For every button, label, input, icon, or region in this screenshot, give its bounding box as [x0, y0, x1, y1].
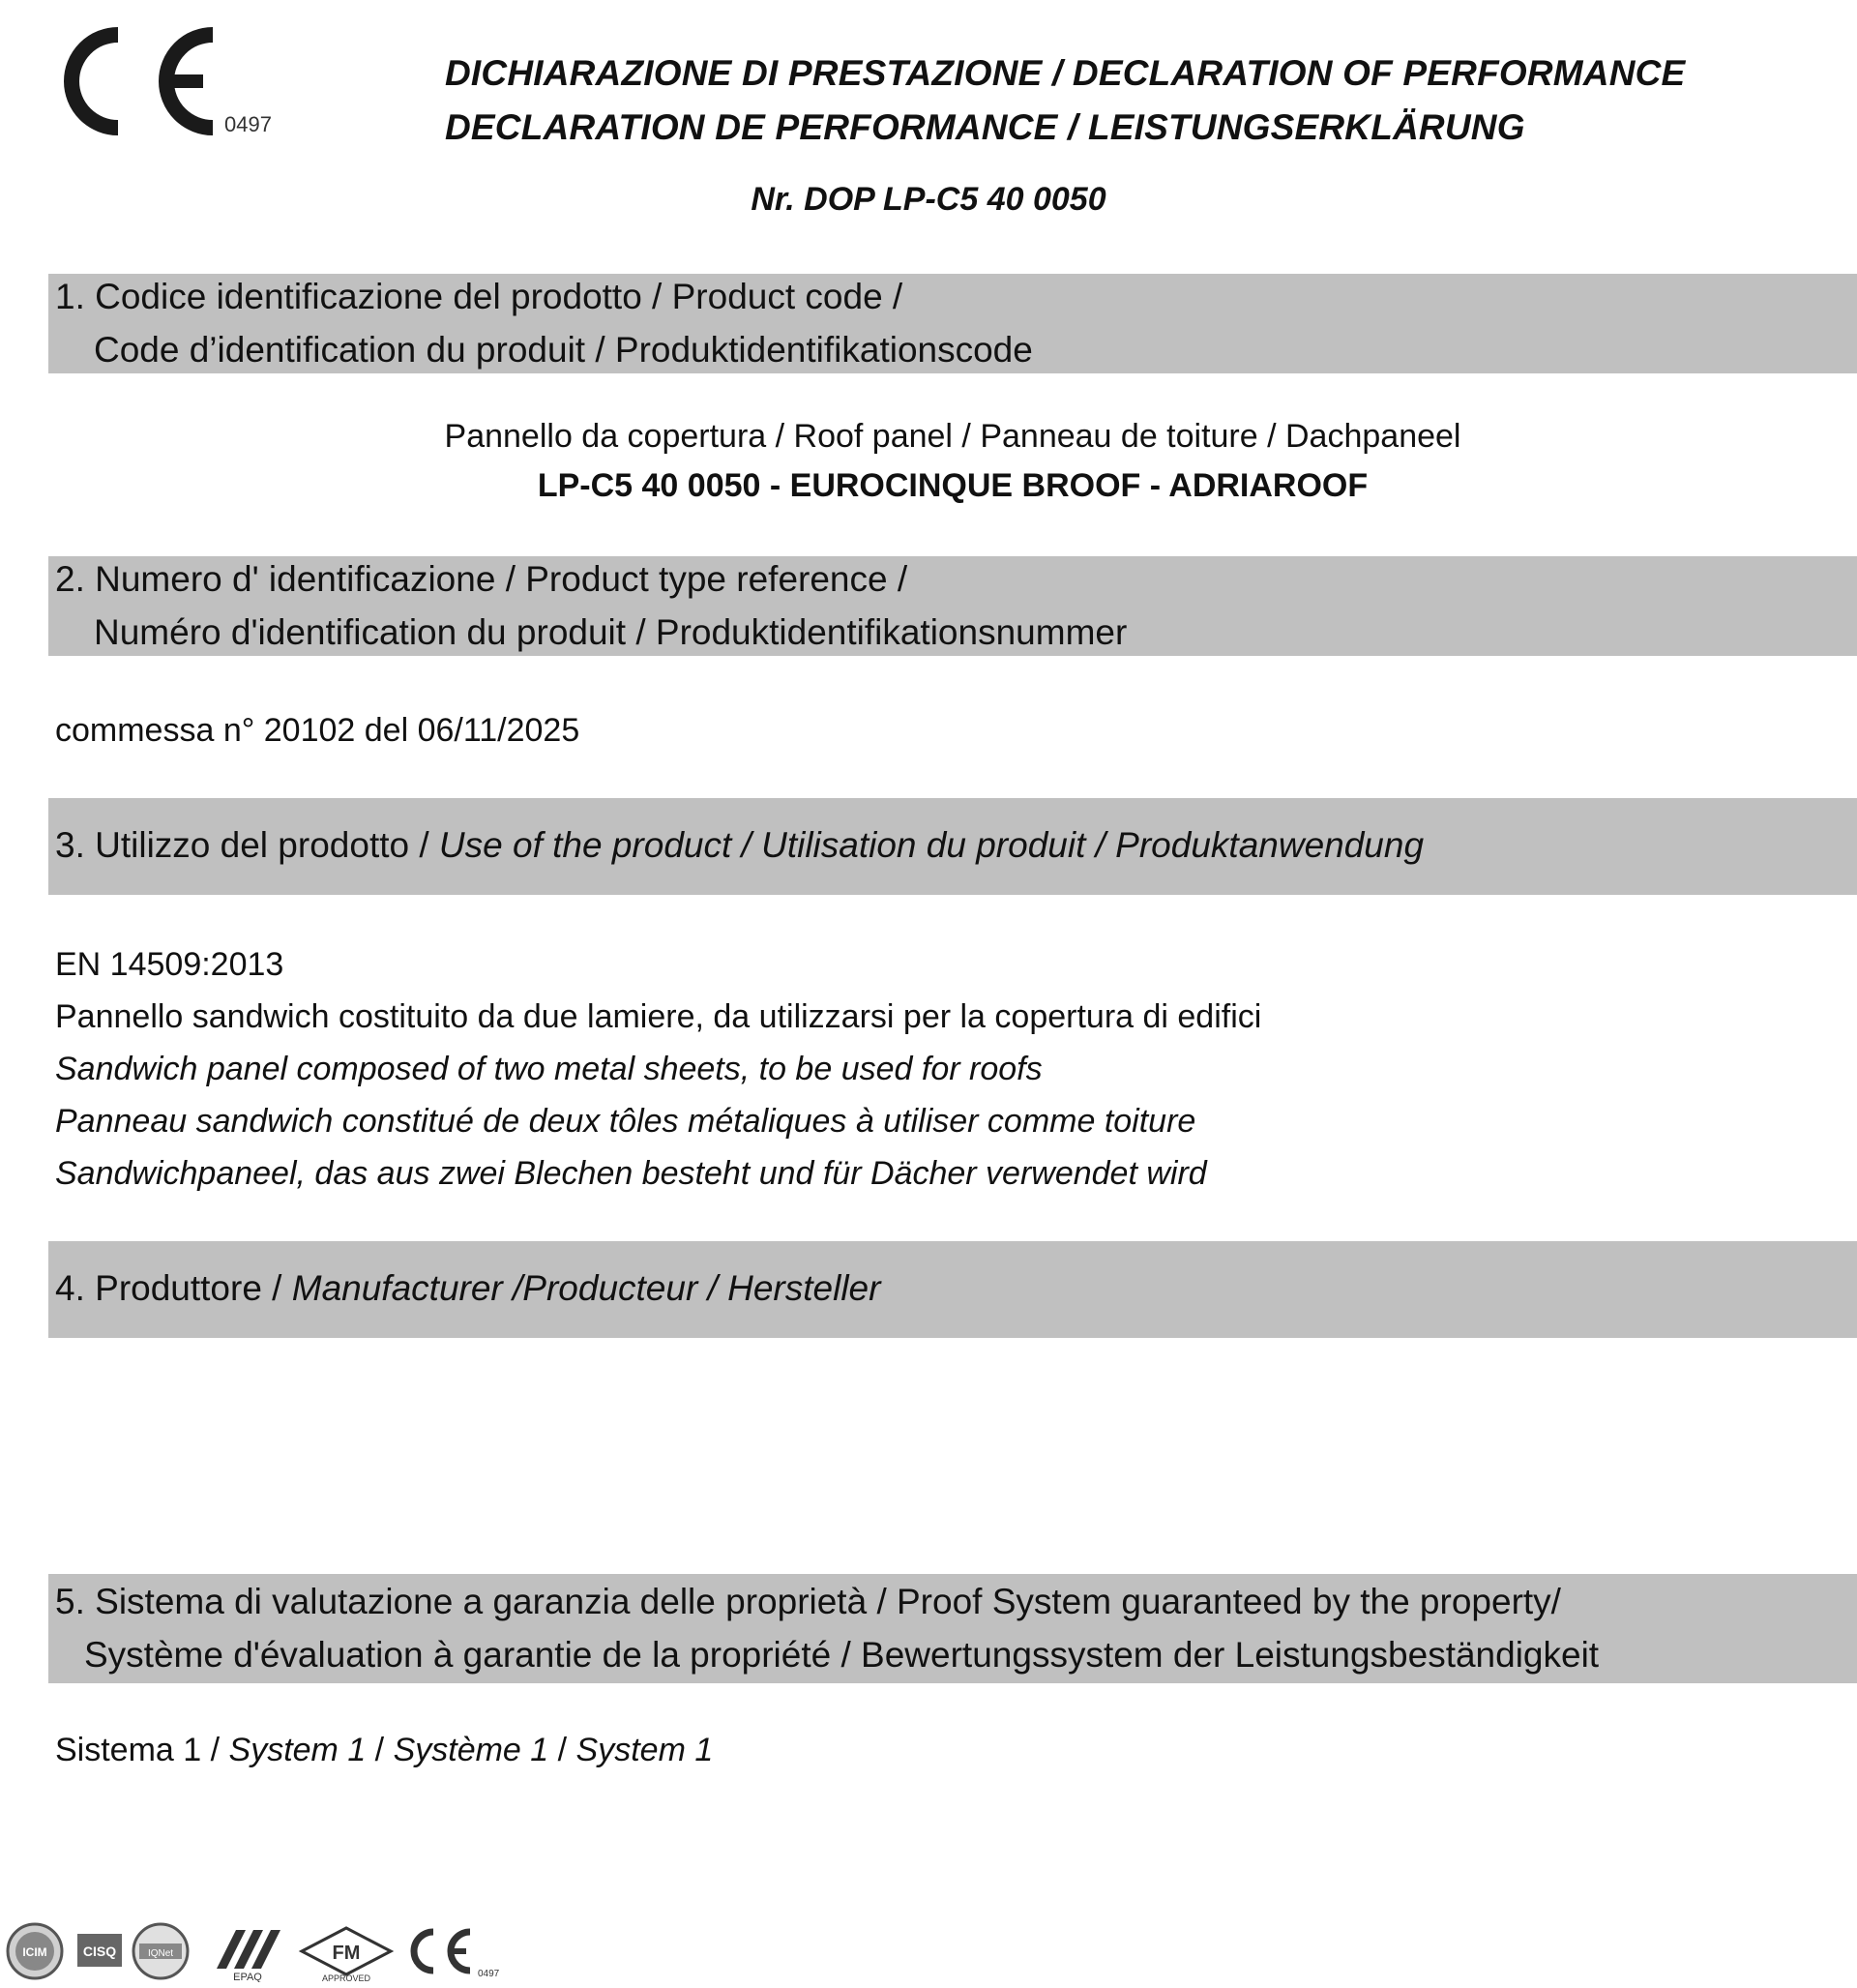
ce-small-code: 0497: [478, 1969, 500, 1979]
cisq-logo: [77, 1934, 122, 1967]
usage-text-fr: Panneau sandwich constitué de deux tôles métaliques à utiliser comme toiture: [55, 1103, 1196, 1140]
iqnet-logo: [133, 1924, 188, 1978]
ce-code: 0497: [224, 112, 272, 136]
iqnet-logo-text: IQNet: [147, 1948, 174, 1959]
usage-text-it: Pannello sandwich costituito da due lamiere, da utilizzarsi per la copertura di edifici: [55, 998, 1262, 1035]
section-3-title: 3. Utilizzo del prodotto / Use of the product / Utilisation du produit / Produktanwendung: [55, 825, 1425, 865]
section-5-header: [48, 1574, 1857, 1683]
product-name: LP-C5 40 0050 - EUROCINQUE BROOF - ADRIAROOF: [537, 467, 1369, 504]
section-4-title: 4. Produttore / Manufacturer /Producteur / Hersteller: [55, 1268, 881, 1308]
icim-logo: [8, 1924, 62, 1978]
cisq-logo-text: CISQ: [82, 1943, 117, 1959]
doc-number: Nr. DOP LP-C5 40 0050: [751, 181, 1106, 218]
section-5-title: 5. Sistema di valutazione a garanzia delle proprietà / Proof System guaranteed by the property/: [55, 1582, 1561, 1621]
epaq-logo: [217, 1930, 280, 1982]
section-2-subtitle: Numéro d'identification du produit / Produktidentifikationsnummer: [94, 612, 1128, 652]
fm-approved-text: APPROVED: [321, 1973, 371, 1982]
product-description: Pannello da copertura / Roof panel / Panneau de toiture / Dachpaneel: [444, 418, 1461, 455]
certification-logos: [6, 1920, 509, 1982]
section-1-title: 1. Codice identificazione del prodotto / Product code /: [55, 277, 903, 316]
ce-mark-logo: [58, 23, 300, 139]
fm-approved-logo: [302, 1928, 391, 1982]
fm-logo-text: FM: [332, 1943, 361, 1964]
epaq-logo-text: EPAQ: [233, 1972, 262, 1982]
order-reference: commessa n° 20102 del 06/11/2025: [55, 712, 580, 749]
system-text: Sistema 1 / System 1 / Système 1 / System 1: [55, 1732, 714, 1768]
usage-text-de: Sandwichpaneel, das aus zwei Blechen besteht und für Dächer verwendet wird: [55, 1155, 1207, 1192]
section-5-subtitle: Système d'évaluation à garantie de la propriété / Bewertungssystem der Leistungsbeständigkeit: [84, 1635, 1600, 1675]
section-1-subtitle: Code d’identification du produit / Produktidentifikationscode: [94, 330, 1033, 370]
usage-text-en: Sandwich panel composed of two metal sheets, to be used for roofs: [55, 1051, 1043, 1087]
ce-logo: [414, 1932, 500, 1979]
title-line-2: DECLARATION DE PERFORMANCE / LEISTUNGSERKLÄRUNG: [445, 107, 1525, 147]
section-2-header: [48, 556, 1857, 656]
section-3-header: [48, 798, 1857, 895]
usage-standard: EN 14509:2013: [55, 946, 284, 983]
section-4-header: [48, 1241, 1857, 1338]
section-1-header: [48, 274, 1857, 373]
section-2-title: 2. Numero d' identificazione / Product type reference /: [55, 559, 908, 599]
title-line-1: DICHIARAZIONE DI PRESTAZIONE / DECLARATION OF PERFORMANCE: [445, 53, 1686, 93]
icim-logo-text: ICIM: [22, 1945, 47, 1959]
